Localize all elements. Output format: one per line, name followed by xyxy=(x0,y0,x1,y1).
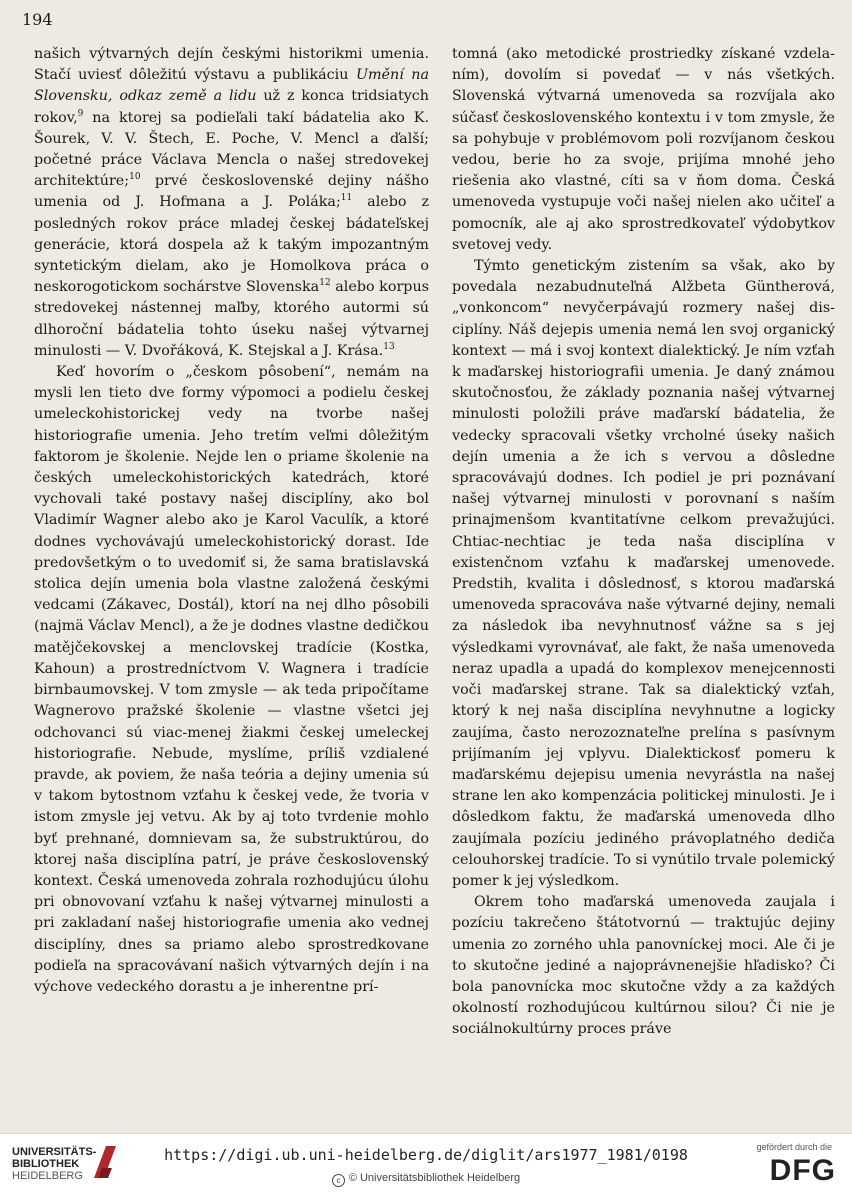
right-paragraph: Týmto genetickým zistením sa však, ako by povedala nezabudnuteľná Alžbeta Güntherová, „vonkoncom“ nevyčerpávajú rozmery našej disciplíny. Náš dejepis umenia nemá len svoj organický kontext — má i svoj kontext dialektický. Je ním vzťah k maďarskej historiografii umenia. Je daný známou skutočnosťou, že základy poznania našej výtvarnej minulosti položili práve maďarskí bádatelia, že vedecky spracovali všetky vrcholné úseky našich dejín umenia a že ich s vervou a dôsledne spracovávajú dodnes. Ich podiel je pri poznávaní našej výtvarnej minulosti v porovnaní s naším prinajmenšom kvantitatívne celkom prevažujúci. Chtiac-nechtiac je teda naša disciplína v existenčnom vzťahu k maďarskej umenovede. Predstih, kvalita i dôslednosť, s ktorou maďarská umenoveda spracováva naše výtvarné dejiny, nemali za následok iba nevyhnutnosť vážne sa s jej výsledkami vyrovnávať, ale fakt, že naša umenoveda neraz upadla a upadá do komplexov menejcennosti voči maďarskej strane. Tak sa dialektický vzťah, ktorý k nej naša disciplína nevyhnutne a logicky zaujíma, často nerozoznateľne prelína s pasívnym prijímaním jej vplyvu. Dialektickosť pomeru k maďarskému dejepisu umenia nevyrástla na našej strane len ako kompenzácia politickej minulosti. Je i dôsledkom faktu, že maďarská umenoveda dlho zaujímala pozíciu jediného právoplatného dediča celouhorskej tradície. To si vynútilo trvale polemický pomer k jej výsledkom. xyxy=(452,258,835,889)
footer-bar xyxy=(0,1133,852,1196)
right-paragraph: tomná (ako metodické prostriedky získané vzdelaním), dovolím si povedať — v nás všetkých. Slovenská výtvarná umenoveda sa rozvíjala ako súčasť československého kontextu i v tom zmysle, že sa pohybuje v problémovom poli rozvíjanom českou vedou, berie ho za svoje, prijíma mnohé jeho riešenia ako vlastné, cíti sa v ňom doma. Česká umenoveda vystupuje voči našej nielen ako učiteľ a pomocník, ale aj ako sprostredkovateľ výdobytkov svetovej vedy. xyxy=(452,46,835,253)
right-paragraph: Okrem toho maďarská umenoveda zaujala i pozíciu takrečeno štátotvornú — traktujúc dejiny umenia zo zorného uhla panovníckej moci. Ale či je to skutočne jediné a najoprávnenejšie hľadisko? Či bola panovnícka moc skutočne vždy a za každých okolností rozhodujúcou kultúrnou silou? Či nie je sociálnokultúrny proces práve xyxy=(452,894,835,1038)
footnote-ref: 12 xyxy=(319,278,331,289)
book-title: Umění na Slovensku, odkaz země a lidu xyxy=(34,67,429,105)
footnote-ref: 10 xyxy=(129,172,141,183)
copyright-notice xyxy=(0,1172,852,1187)
page-number: 194 xyxy=(22,10,53,29)
dfg-logo[interactable]: DFG xyxy=(769,1154,836,1187)
footnote-ref: 9 xyxy=(77,108,84,119)
footnote-ref: 11 xyxy=(340,193,353,204)
library-name-line2: BIBLIOTHEK xyxy=(12,1158,80,1170)
copyright-icon: c xyxy=(332,1174,345,1187)
left-paragraph: našich výtvarných dejín českými historikmi umenia. Stačí uviesť dôležitú výstavu a publikáciu Umění na Slovensku, odkaz země a lidu už z konca tridsiatych rokov,$^9$ na ktorej sa podieľali takí bádatelia ako K. Šourek, V. V. Štech, E. Poche, V. Mencl a ďalší; početné práce Václava Mencla o našej stredovekej architektúre;$^{10}$ prvé československé dejiny nášho umenia od J. Hofmana a J. Poláka;$^{11}$ alebo z posledných rokov práce mladej českej bádateľskej generácie, ktorá dospela až k takým impozantným syntetickým dielam, ako je Homolkova práca o neskorogotickom sochárstve Slovenska$^{12}$ alebo korpus stredovekej nástennej maľby, ktorého autormi sú dlhoroční bádatelia tohto úseku našej výtvarnej minulosti — V. Dvořáková, K. Stejskal a J. Krása.$^{13}$ xyxy=(34,46,429,359)
left-column xyxy=(34,44,429,998)
right-column xyxy=(452,44,835,1041)
library-name-line3: HEIDELBERG xyxy=(12,1170,83,1182)
library-name-line1: UNIVERSITÄTS- xyxy=(12,1146,97,1158)
left-paragraph: Keď hovorím o „českom pôsobení“, nemám na mysli len tieto dve formy výpomoci a podielu českej umeleckohistorickej vedy na tvorbe našej historiografie umenia. Jeho tretím veľmi dôležitým faktorom je školenie. Nejde len o priame školenie na českých umeleckohistorických katedrách, ktoré vychovali také postavy našej disciplíny, ako bol Vladimír Wagner alebo ako je Karol Vaculík, a ktoré dodnes vychovávajú umeleckohistorický dorast. Ide predovšetkým o to uvedomiť si, že sama bratislavská stolica dejín umenia bola vlastne založená českými vedcami (Zákavec, Dostál), ktorí na nej dlho pôsobili (najmä Václav Mencl), a že je dodnes vlastne dedičkou matějčekovskej a menclovskej tradície (Kostka, Kahoun) a prostredníctvom V. Wagnera i tradície birnbaumovskej. V tom zmysle — ak teda pripočítame Wagnerovo pražské školenie — vlastne všetci jej odchovanci sú viac-menej žiakmi českej umeleckej historiografie. Nebude, myslíme, príliš vzdialené pravde, ak poviem, že naša teória a dejiny umenia sú v takom bytostnom vzťahu k českej vede, že tvoria v istom zmysle jej vetvu. Ak by aj toto tvrdenie mohlo byť prehnané, domnievam sa, že substruktúrou, do ktorej naša disciplína patrí, je práve československý kontext. Česká umenoveda zohrala rozhodujúcu úlohu pri obnovovaní vzťahu k našej výtvarnej minulosti a pri zakladaní našej historiografie umenia ako vednej disciplíny, dnes sa priamo alebo sprostredkovane podieľa na spracovávaní našich výtvarných dejín i na výchove vedeckého dorastu a je inherentne prí- xyxy=(34,364,429,995)
funder-caption: gefördert durch die xyxy=(756,1142,832,1152)
document-url-link[interactable]: https://digi.ub.uni-heidelberg.de/diglit/ars1977_1981/0198 xyxy=(164,1146,688,1164)
copyright-text: © Universitätsbibliothek Heidelberg xyxy=(348,1172,521,1184)
footnote-ref: 13 xyxy=(383,342,395,353)
